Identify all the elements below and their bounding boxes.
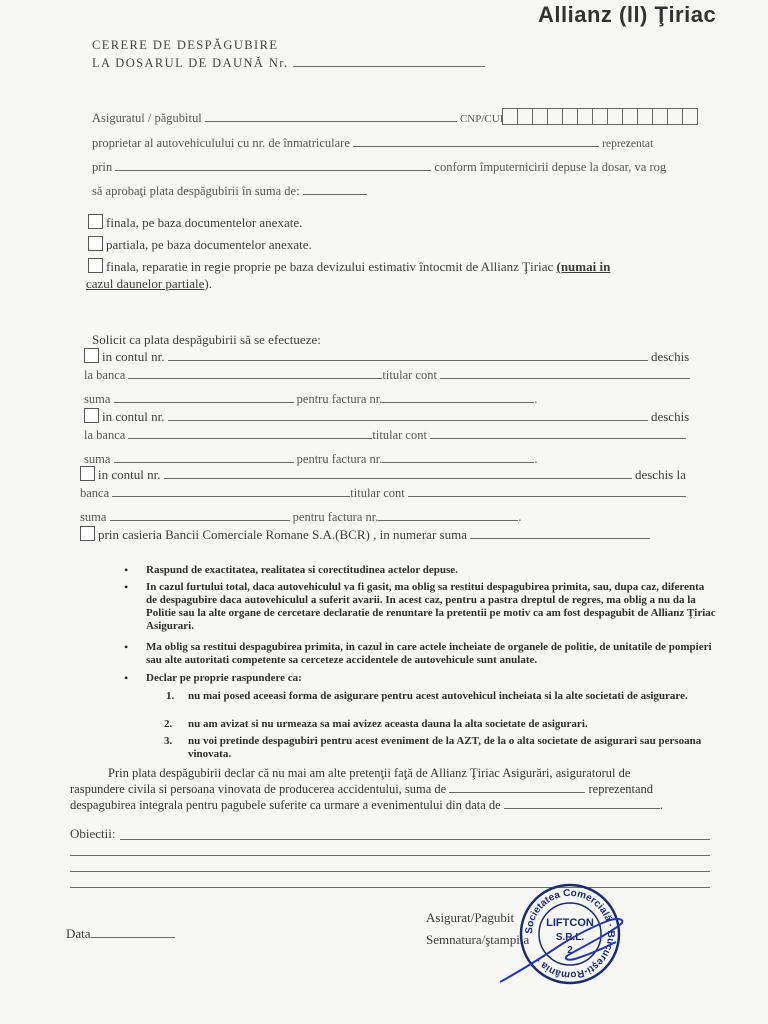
statement-1-number: 1. — [166, 690, 175, 702]
signature-mark — [492, 910, 632, 990]
statement-2: nu am avizat si nu urmeaza sa mai avizez aceasta dauna la alta societate de asigurari. — [188, 718, 588, 730]
own-repair-checkbox[interactable] — [88, 258, 103, 273]
allianz-tiriac-logo: Allianz (ll) Ţiriac — [538, 2, 717, 27]
account-2-bank-field[interactable] — [128, 437, 372, 439]
account-3-bank-field[interactable] — [112, 495, 350, 497]
cash-row: prin casieria Bancii Comerciale Romane S.A.(BCR) , in numerar suma — [80, 526, 650, 543]
declaration-4: Declar pe proprie raspundere ca: — [146, 672, 302, 684]
option-own-repair-note: cazul daunelor partiale). — [86, 276, 212, 291]
amount-row: să aprobaţi plata despăgubirii în suma de: — [92, 184, 367, 199]
statement-2-number: 2. — [164, 718, 173, 730]
account-1-checkbox[interactable] — [84, 348, 99, 363]
bullet: • — [124, 580, 129, 594]
account-1-holder-field[interactable] — [440, 377, 690, 379]
objections-line-2[interactable] — [70, 855, 710, 856]
option-own-repair: finala, reparatie in regie proprie pe baza devizului estimativ întocmit de Allianz Ţiriac (numai in — [88, 258, 610, 275]
signature-label: Semnatura/ştampila — [426, 932, 530, 947]
account-2-holder-field[interactable] — [430, 437, 686, 439]
final-checkbox[interactable] — [88, 214, 103, 229]
account-3-number-field[interactable] — [164, 477, 632, 479]
stamp-number: 2 — [567, 945, 573, 956]
account-2-invoice-field[interactable] — [382, 461, 534, 463]
stamp-company: LIFTCON — [546, 917, 594, 929]
account-3-row: in contul nr. deschis la — [80, 466, 686, 483]
owner-row: proprietar al autovehiculului cu nr. de înmatriculare reprezentat — [92, 136, 654, 150]
option-final: finala, pe baza documentelor anexate. — [88, 214, 302, 231]
account-3-invoice-field[interactable] — [378, 519, 518, 521]
objections-label: Obiectii: — [70, 826, 116, 841]
account-2-bank-row: la banca titular cont — [84, 428, 686, 443]
claim-amount-field[interactable] — [303, 193, 367, 195]
objections-line-1[interactable] — [120, 839, 710, 840]
statement-3-number: 3. — [164, 735, 173, 747]
stamp-sub: S.R.L. — [555, 932, 585, 943]
cash-checkbox[interactable] — [80, 526, 95, 541]
statement-1: nu mai posed aceeasi forma de asigurare pentru acest autovehicul incheiata si la alte societati de asigurare. — [188, 690, 688, 702]
account-2-checkbox[interactable] — [84, 408, 99, 423]
declaration-2: In cazul furtului total, daca autovehiculul va fi gasit, ma oblig sa restitui despagubirea primita, sau, dupa caz, diferenta de despagubire daca autovehiculul a suferit avarii. In acest caz, pentru a pastra dreptul de regres, ma oblig a nu da la Politie sau la alte organe de cercetare declaratie de renuntare la pretentii pe motiv ca am fost despagubit de Allianz Ţiriac Asigurari. — [146, 581, 716, 632]
closing-line-2: raspundere civila si persoana vinovata de producerea accidentului, suma de reprezentand — [70, 782, 654, 796]
insured-name-field[interactable] — [205, 120, 457, 122]
account-2-sum-row: suma pentru factura nr. . — [84, 452, 538, 466]
date-row: Data — [66, 926, 175, 942]
proxy-row: prin conform împuternicirii depuse la dosar, va rog — [92, 160, 667, 174]
stamp-ring-text: Societatea Comercială · Bucureşti-România · — [523, 887, 617, 981]
account-3-sum-field[interactable] — [110, 519, 290, 521]
claim-file-label: LA DOSARUL DE DAUNĂ Nr. — [92, 56, 485, 71]
account-3-sum-row: suma pentru factura nr. . — [80, 510, 522, 524]
account-3-checkbox[interactable] — [80, 466, 95, 481]
closing-amount-field[interactable] — [449, 791, 585, 793]
account-1-bank-row: la banca titular cont — [84, 368, 690, 383]
insured-signature-label: Asigurat/Pagubit — [426, 910, 515, 925]
account-3-bank-row: banca titular cont — [80, 486, 686, 501]
date-field[interactable] — [91, 936, 175, 938]
closing-line-3: despagubirea integrala pentru pagubele suferite ca urmare a evenimentului din data de . — [70, 798, 663, 812]
event-date-field[interactable] — [504, 807, 660, 809]
declaration-1: Raspund de exactitatea, realitatea si corectitudinea actelor depuse. — [146, 564, 458, 576]
cash-amount-field[interactable] — [470, 537, 650, 539]
insured-row: Asiguratul / păgubitul CNP/CUI — [92, 108, 698, 126]
registration-field[interactable] — [353, 145, 599, 147]
bullet: • — [124, 563, 129, 577]
payment-intro: Solicit ca plata despăgubirii să se efectueze: — [92, 332, 321, 347]
account-2-row: in contul nr. deschis — [84, 408, 689, 425]
account-3-holder-field[interactable] — [408, 495, 686, 497]
declaration-3: Ma oblig sa restitui despagubirea primita, in cazul in care actele incheiate de organele de politie, de unitatile de pompieri sau alte autoritati competente sa cerceteze accidentele de autovehicule sunt anulate. — [146, 641, 712, 666]
closing-line-1: Prin plata despăgubirii declar că nu mai am alte pretenţii faţă de Allianz Ţiriac Asigurări, asiguratorul de — [108, 766, 631, 780]
account-1-bank-field[interactable] — [128, 377, 382, 379]
partial-checkbox[interactable] — [88, 236, 103, 251]
objections-line-3[interactable] — [70, 871, 710, 872]
claim-number-field[interactable] — [293, 65, 485, 67]
cnp-boxes[interactable] — [503, 111, 698, 125]
representative-field[interactable] — [115, 169, 431, 171]
statement-3: nu voi pretinde despagubiri pentru acest eveniment de la AZT, de la o alta societate de asigurari sau persoana vinovata. — [188, 735, 702, 760]
account-2-number-field[interactable] — [168, 419, 648, 421]
account-1-sum-row: suma pentru factura nr. . — [84, 392, 538, 406]
bullet: • — [124, 640, 129, 654]
account-1-number-field[interactable] — [168, 359, 648, 361]
option-partial: partiala, pe baza documentelor anexate. — [88, 236, 312, 253]
account-2-sum-field[interactable] — [114, 461, 294, 463]
account-1-invoice-field[interactable] — [382, 401, 534, 403]
account-1-row: in contul nr. deschis — [84, 348, 689, 365]
bullet: • — [124, 671, 129, 685]
account-1-sum-field[interactable] — [114, 401, 294, 403]
form-title: CERERE DE DESPĂGUBIRE — [92, 38, 279, 52]
